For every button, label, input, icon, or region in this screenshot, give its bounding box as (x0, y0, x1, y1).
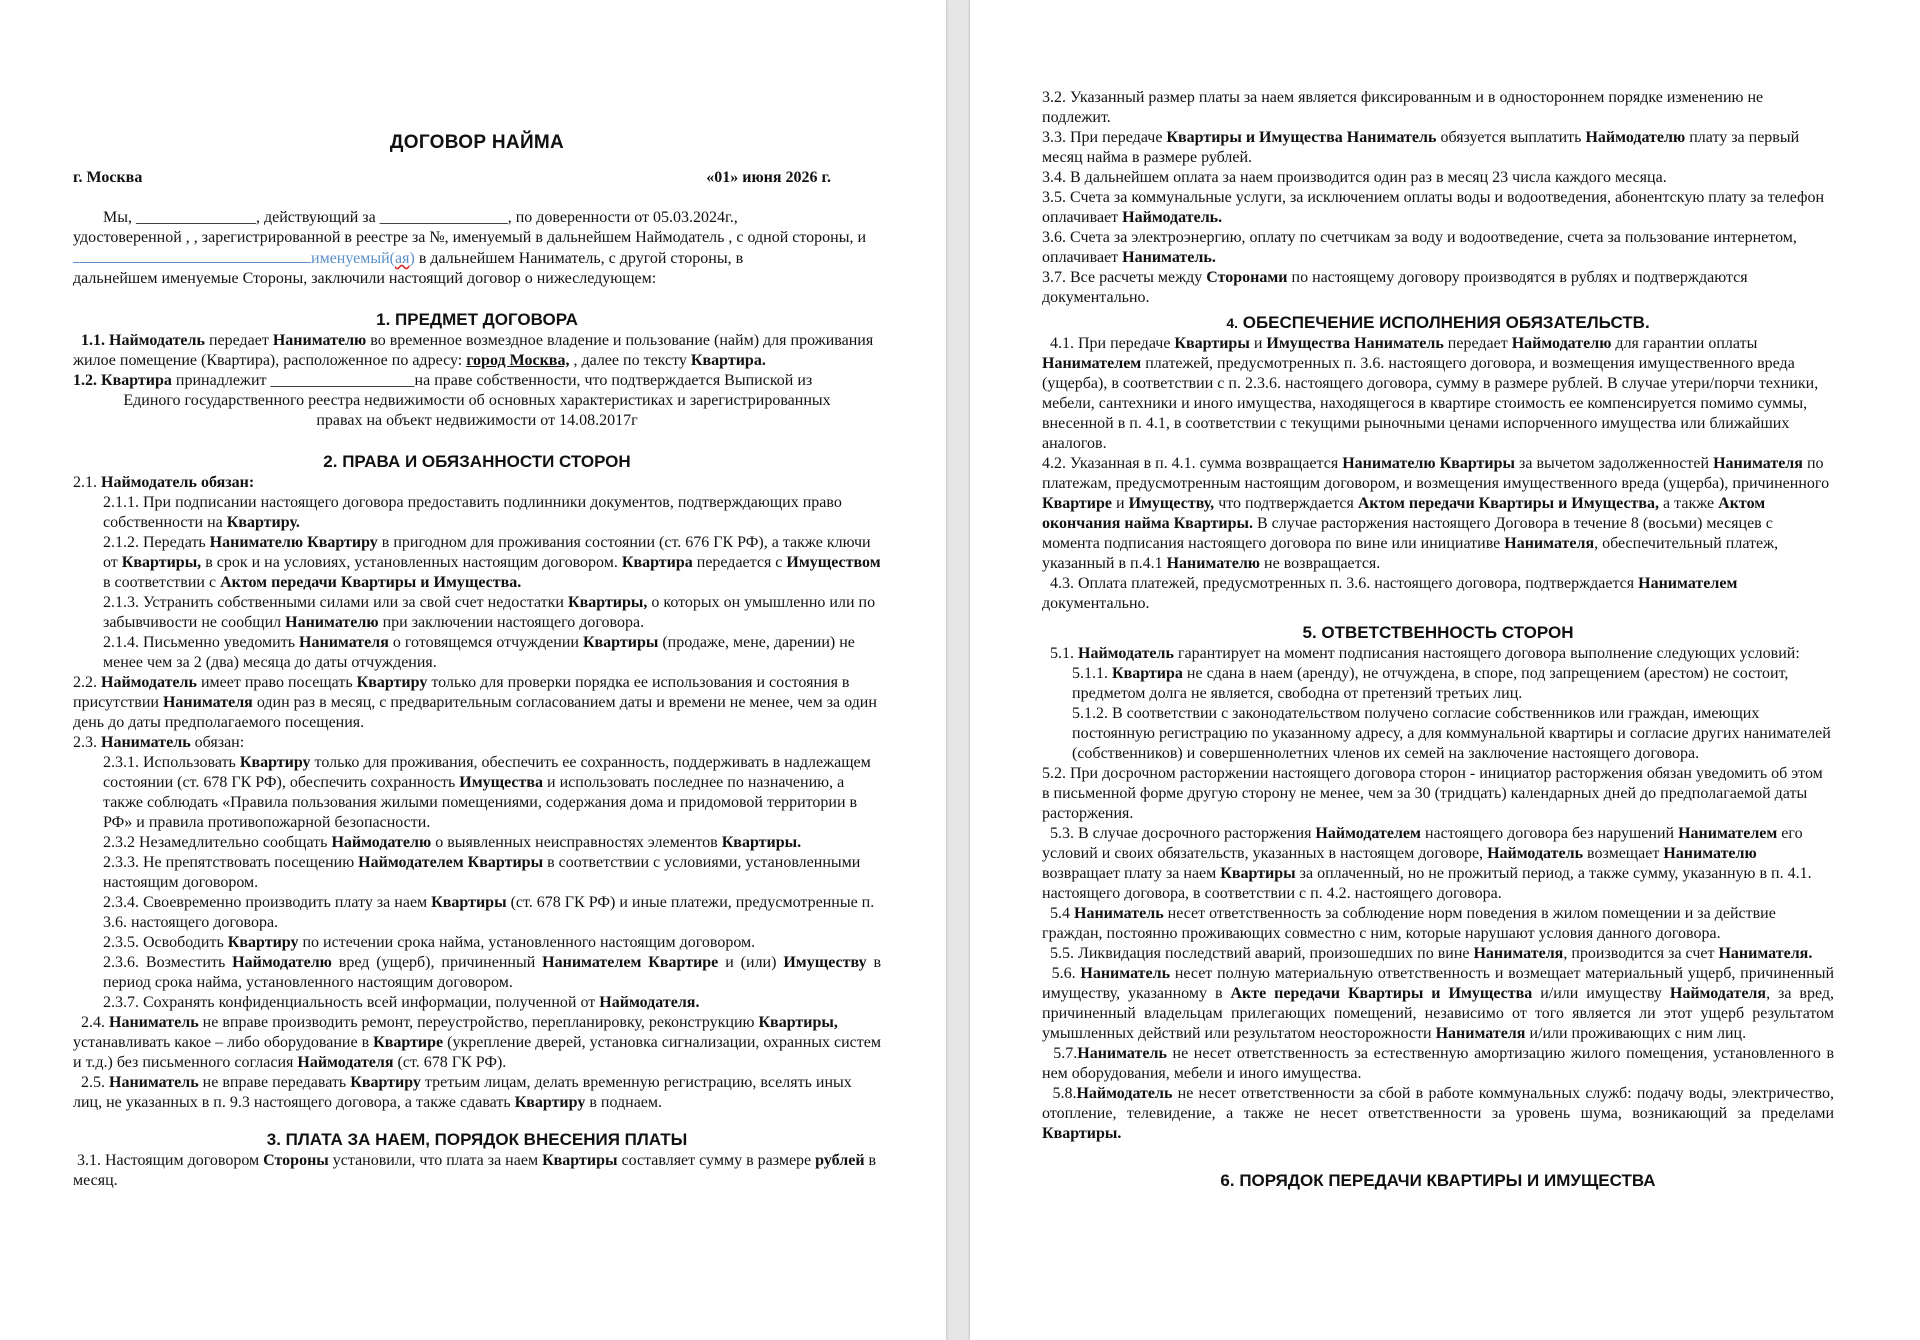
clause-5-2: 5.2. При досрочном расторжении настоящего договора сторон - инициатор расторжения обязан уведомить об этом в письменной форме другую сторону не менее, чем за 30 (тридцать) календарных дней до предполагаемой даты расторжения. (1042, 765, 1823, 822)
clause-5-3: 5.3. В случае досрочного расторжения Наймодателем настоящего договора без нарушений Нанимателем его условий и своих обязательств, указанных в настоящем договоре, Наймодатель возмещает Нанимателю возвращает плату за наем Квартиры за оплаченный, но не прожитый период, а также сумму, указанную в п. 4.1. настоящего договора, в соответствии с п. 4.2. настоящего договора. (1042, 825, 1812, 902)
clause-3-3: 3.3. При передаче Квартиры и Имущества Наниматель обязуется выплатить Наймодателю плату за первый месяц найма в размере рублей. (1042, 129, 1800, 166)
clause-2-3-7: 2.3.7. Сохранять конфиденциальность всей информации, полученной от Наймодателя. (103, 994, 700, 1011)
clause-2-2: 2.2. Наймодатель имеет право посещать Квартиру только для проверки порядка ее использования и состояния в присутствии Нанимателя один раз в месяц, с предварительным согласованием даты и времени не менее, чем за один день до даты предполагаемого посещения. (73, 674, 877, 731)
clause-3-2: 3.2. Указанный размер платы за наем является фиксированным и в одностороннем порядке изменению не подлежит. (1042, 89, 1764, 126)
section-6-title: 6. ПОРЯДОК ПЕРЕДАЧИ КВАРТИРЫ И ИМУЩЕСТВА (1220, 1171, 1656, 1190)
clause-2-3-2: 2.3.2 Незамедлительно сообщать Наймодателю о выявленных неисправностях элементов Квартиры. (103, 834, 802, 851)
clause-4-3: 4.3. Оплата платежей, предусмотренных п. 3.6. настоящего договора, подтверждается Нанимателем документально. (1042, 575, 1738, 612)
intro-line-2: удостоверенной , , зарегистрированной в реестре за №, именуемый в дальнейшем Наймодатель , с одной стороны, и (73, 229, 867, 246)
intro-line-1: Мы, _______________, действующий за ________________, по доверенности от 05.03.2024г., (103, 209, 738, 226)
page-1-content (73, 132, 881, 1191)
clause-4-2: 4.2. Указанная в п. 4.1. сумма возвращается Нанимателю Квартиры за вычетом задолженностей Нанимателя по платежам, предусмотренным настоящим договором, и возмещения имущественного вреда (ущерба), причиненного Квартире и Имуществу, что подтверждается Актом передачи Квартиры и Имущества, а также Актом окончания найма Квартиры. В случае расторжения настоящего Договора в течение 8 (восьми) месяцев с момента подписания настоящего договора по вине или инициативе Нанимателя, обеспечительный платеж, указанный в п.4.1 Нанимателю не возвращается. (1042, 455, 1830, 572)
clause-5-1-2: 5.1.2. В соответствии с законодательством получено согласие собственников или граждан, имеющих постоянную регистрацию по указанному адресу, а для коммунальной квартиры и согласие других нанимателей (собственников) и совершеннолетних членов их семей на заключение настоящего договора. (1072, 705, 1831, 762)
document-title: ДОГОВОР НАЙМА (389, 132, 565, 153)
clause-1-2: 1.2. Квартира принадлежит __________________на праве собственности, что подтверждается Выпиской из (73, 372, 813, 389)
page-2-content (1042, 88, 1834, 1192)
document-page-2 (970, 0, 1920, 1340)
clause-2-3-6: 2.3.6. Возместить Наймодателю вред (ущерб), причиненный Нанимателем Квартире и (или) Имуществу в период срока найма, установленного настоящим договором. (103, 954, 882, 991)
clause-2-1-3: 2.1.3. Устранить собственными силами или за свой счет недостатки Квартиры, о которых он умышленно или по забывчивости не сообщил Нанимателю при заключении настоящего договора. (103, 594, 876, 631)
clause-2-3-3: 2.3.3. Не препятствовать посещению Наймодателем Квартиры в соответствии с условиями, установленными настоящим договором. (103, 854, 861, 891)
clause-2-3-4: 2.3.4. Своевременно производить плату за наем Квартиры (ст. 678 ГК РФ) и иные платежи, предусмотренные п. 3.6. настоящего договора. (103, 894, 875, 931)
clause-3-1: 3.1. Настоящим договором Стороны установили, что плата за наем Квартиры составляет сумму в размере рублей в месяц. (73, 1152, 877, 1189)
clause-5-1-1: 5.1.1. Квартира не сдана в наем (аренду), не отчуждена, в споре, под запрещением (арестом) не состоит, предметом долга не является, свободна от претензий третьих лиц. (1072, 665, 1789, 702)
clause-5-4: 5.4 Наниматель несет ответственность за соблюдение норм поведения в жилом помещении и за действие граждан, постоянно проживающих совместно с ним, которые нарушают условия данного договора. (1042, 905, 1776, 942)
contract-place: г. Москва (73, 169, 143, 186)
clause-5-8: 5.8.Наймодатель не несет ответственности за сбой в работе коммунальных служб: подачу воды, электричество, отопление, телевидение, а также не несет ответственности за уровень шума, возникающий за пределами Квартиры. (1042, 1085, 1834, 1142)
section-5-title: 5. ОТВЕТСТВЕННОСТЬ СТОРОН (1302, 623, 1574, 642)
clause-1-2-cont-2: правах на объект недвижимости от 14.08.2017г (316, 412, 638, 429)
section-3-title: 3. ПЛАТА ЗА НАЕМ, ПОРЯДОК ВНЕСЕНИЯ ПЛАТЫ (266, 1130, 688, 1149)
clause-2-1-4: 2.1.4. Письменно уведомить Нанимателя о готовящемся отчуждении Квартиры (продаже, мене, дарении) не менее чем за 2 (два) месяца до даты отчуждения. (103, 634, 855, 671)
clause-2-3-5: 2.3.5. Освободить Квартиру по истечении срока найма, установленного настоящим договором. (103, 934, 756, 951)
section-4-title: 4. ОБЕСПЕЧЕНИЕ ИСПОЛНЕНИЯ ОБЯЗАТЕЛЬСТВ. (1226, 313, 1650, 332)
clause-2-5: 2.5. Наниматель не вправе передавать Квартиру третьим лицам, делать временную регистрацию, вселять иных лиц, не указанных в п. 9.3 настоящего договора, а также сдавать Квартиру в поднаем. (73, 1074, 852, 1111)
clause-3-6: 3.6. Счета за электроэнергию, оплату по счетчикам за воду и водоотведение, счета за пользование интернетом, оплачивает Наниматель. (1042, 229, 1797, 266)
contract-date: «01» июня 2026 г. (706, 169, 831, 186)
clause-2-3: 2.3. Наниматель обязан: (73, 734, 245, 751)
clause-1-2-cont: Единого государственного реестра недвижимости об основных характеристиках и зарегистрированных (123, 392, 831, 409)
clause-5-5: 5.5. Ликвидация последствий аварий, произошедших по вине Нанимателя, производится за счет Нанимателя. (1050, 945, 1813, 962)
clause-1-1: 1.1. Наймодатель передает Нанимателю во временное возмездное владение и пользование (найм) для проживания жилое помещение (Квартира), расположенное по адресу: город Москва, , далее по тексту Квартира. (73, 332, 874, 369)
section-1-title: 1. ПРЕДМЕТ ДОГОВОРА (376, 310, 578, 329)
clause-4-1: 4.1. При передаче Квартиры и Имущества Наниматель передает Наймодателю для гарантии оплаты Нанимателем платежей, предусмотренных п. 3.6. настоящего договора, и возмещения имущественного вреда (ущерба), в соответствии с п. 2.3.6. настоящего договора, сумму в размере рублей. В случае утери/порчи техники, мебели, сантехники и иного имущества, находящегося в квартире стоимость ее компенсируется помимо суммы, внесенной в п. 4.1, в соответствии с текущими рыночными ценами испорченного имущества или ближайших аналогов. (1042, 335, 1819, 452)
clause-3-7: 3.7. Все расчеты между Сторонами по настоящему договору производятся в рублях и подтверждаются документально. (1042, 269, 1748, 306)
clause-2-4: 2.4. Наниматель не вправе производить ремонт, переустройство, перепланировку, реконструкцию Квартиры, устанавливать какое – либо оборудование в Квартире (укрепление дверей, установка сигнализации, охранных систем и т.д.) без письменного согласия Наймодателя (ст. 678 ГК РФ). (73, 1014, 881, 1071)
intro-line-4: дальнейшем именуемые Стороны, заключили настоящий договор о нижеследующем: (73, 270, 657, 287)
intro-line-3: именуемый(ая) в дальнейшем Наниматель, с другой стороны, в (73, 248, 881, 269)
clause-2-1-2: 2.1.2. Передать Нанимателю Квартиру в пригодном для проживания состоянии (ст. 676 ГК РФ), а также ключи от Квартиры, в срок и на условиях, установленных настоящим договором. Квартира передается с Имуществом в соответствии с Актом передачи Квартиры и Имущества. (103, 534, 881, 591)
clause-3-4: 3.4. В дальнейшем оплата за наем производится один раз в месяц 23 числа каждого месяца. (1042, 169, 1667, 186)
document-page-1 (0, 0, 946, 1340)
place-date-line (73, 168, 881, 188)
tenant-name-field[interactable] (73, 248, 311, 263)
clause-3-5: 3.5. Счета за коммунальные услуги, за исключением оплаты воды и водоотведения, абонентскую плату за телефон оплачивает Наймодатель. (1042, 189, 1825, 226)
clause-5-7: 5.7.Наниматель не несет ответственность за естественную амортизацию жилого помещения, установленного в нем оборудования, мебели и иного имущества. (1042, 1045, 1835, 1082)
clause-5-1: 5.1. Наймодатель гарантирует на момент подписания настоящего договора выполнение следующих условий: (1050, 645, 1800, 662)
clause-5-6: 5.6. Наниматель несет полную материальную ответственность и возмещает материальный ущерб, причиненный имуществу, указанному в Акте передачи Квартиры и Имущества и/или имуществу Наймодателя, за вред, причиненный владельцам прилегающих помещений, независимо от того является ли этот ущерб результатом умышленных действий или результатом неосторожности Нанимателя и/или проживающих с ним лиц. (1042, 965, 1835, 1042)
clause-2-3-1: 2.3.1. Использовать Квартиру только для проживания, обеспечить ее сохранность, поддерживать в надлежащем состоянии (ст. 678 ГК РФ), обеспечить сохранность Имущества и использовать последнее по назначению, а также соблюдать «Правила пользования жилыми помещениями, содержания дома и придомовой территории в РФ» и правила противопожарной безопасности. (103, 754, 871, 831)
clause-2-1: 2.1. Наймодатель обязан: (73, 474, 255, 491)
named-as: именуемый(ая) (311, 250, 415, 267)
clause-2-1-1: 2.1.1. При подписании настоящего договора предоставить подлинники документов, подтверждающих право собственности на Квартиру. (103, 494, 842, 531)
section-2-title: 2. ПРАВА И ОБЯЗАННОСТИ СТОРОН (323, 452, 631, 471)
